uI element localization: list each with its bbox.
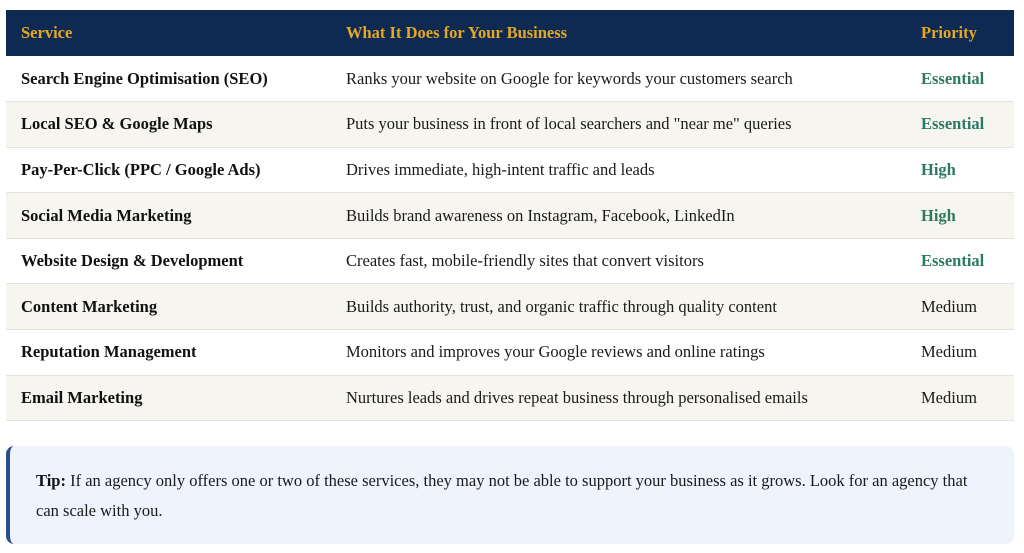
service-name: Email Marketing [21,387,143,407]
service-description: Creates fast, mobile-friendly sites that convert visitors [346,251,704,271]
service-description: Monitors and improves your Google reviews and online ratings [346,342,765,362]
table-row [6,147,1014,193]
service-description: Nurtures leads and drives repeat business through personalised emails [346,387,808,407]
priority-value: High [921,159,956,179]
tip-text: If an agency only offers one or two of these services, they may not be able to support your business as it grows. Look for an agency that can scale with you. [36,471,968,520]
table-body [6,56,1014,421]
header-row [6,10,1014,56]
tip-label: Tip: [36,471,66,490]
header-description: What It Does for Your Business [346,23,568,42]
table-row [6,375,1014,421]
service-description: Builds authority, trust, and organic traffic through quality content [346,296,777,316]
service-name: Local SEO & Google Maps [21,114,213,134]
priority-value: Medium [921,296,977,316]
priority-value: Medium [921,342,977,362]
table-row [6,193,1014,239]
service-description: Builds brand awareness on Instagram, Facebook, LinkedIn [346,205,735,225]
table-row [6,330,1014,376]
service-name: Reputation Management [21,342,197,362]
header-priority: Priority [921,23,977,42]
priority-value: Essential [921,68,985,88]
service-description: Ranks your website on Google for keywords your customers search [346,68,793,88]
table-header [6,10,1014,56]
table-row [6,56,1014,102]
priority-value: High [921,205,956,225]
table-row [6,284,1014,330]
service-name: Search Engine Optimisation (SEO) [21,68,268,88]
tip-callout [6,446,1014,544]
service-description: Puts your business in front of local searchers and "near me" queries [346,114,792,134]
priority-value: Essential [921,114,985,134]
service-name: Website Design & Development [21,251,244,271]
priority-value: Essential [921,251,985,271]
table-row [6,102,1014,148]
service-name: Pay-Per-Click (PPC / Google Ads) [21,159,261,179]
services-table [6,10,1014,421]
service-name: Social Media Marketing [21,205,192,225]
service-name: Content Marketing [21,296,158,316]
table-row [6,238,1014,284]
priority-value: Medium [921,387,977,407]
header-service: Service [21,23,73,42]
service-description: Drives immediate, high-intent traffic and leads [346,159,655,179]
